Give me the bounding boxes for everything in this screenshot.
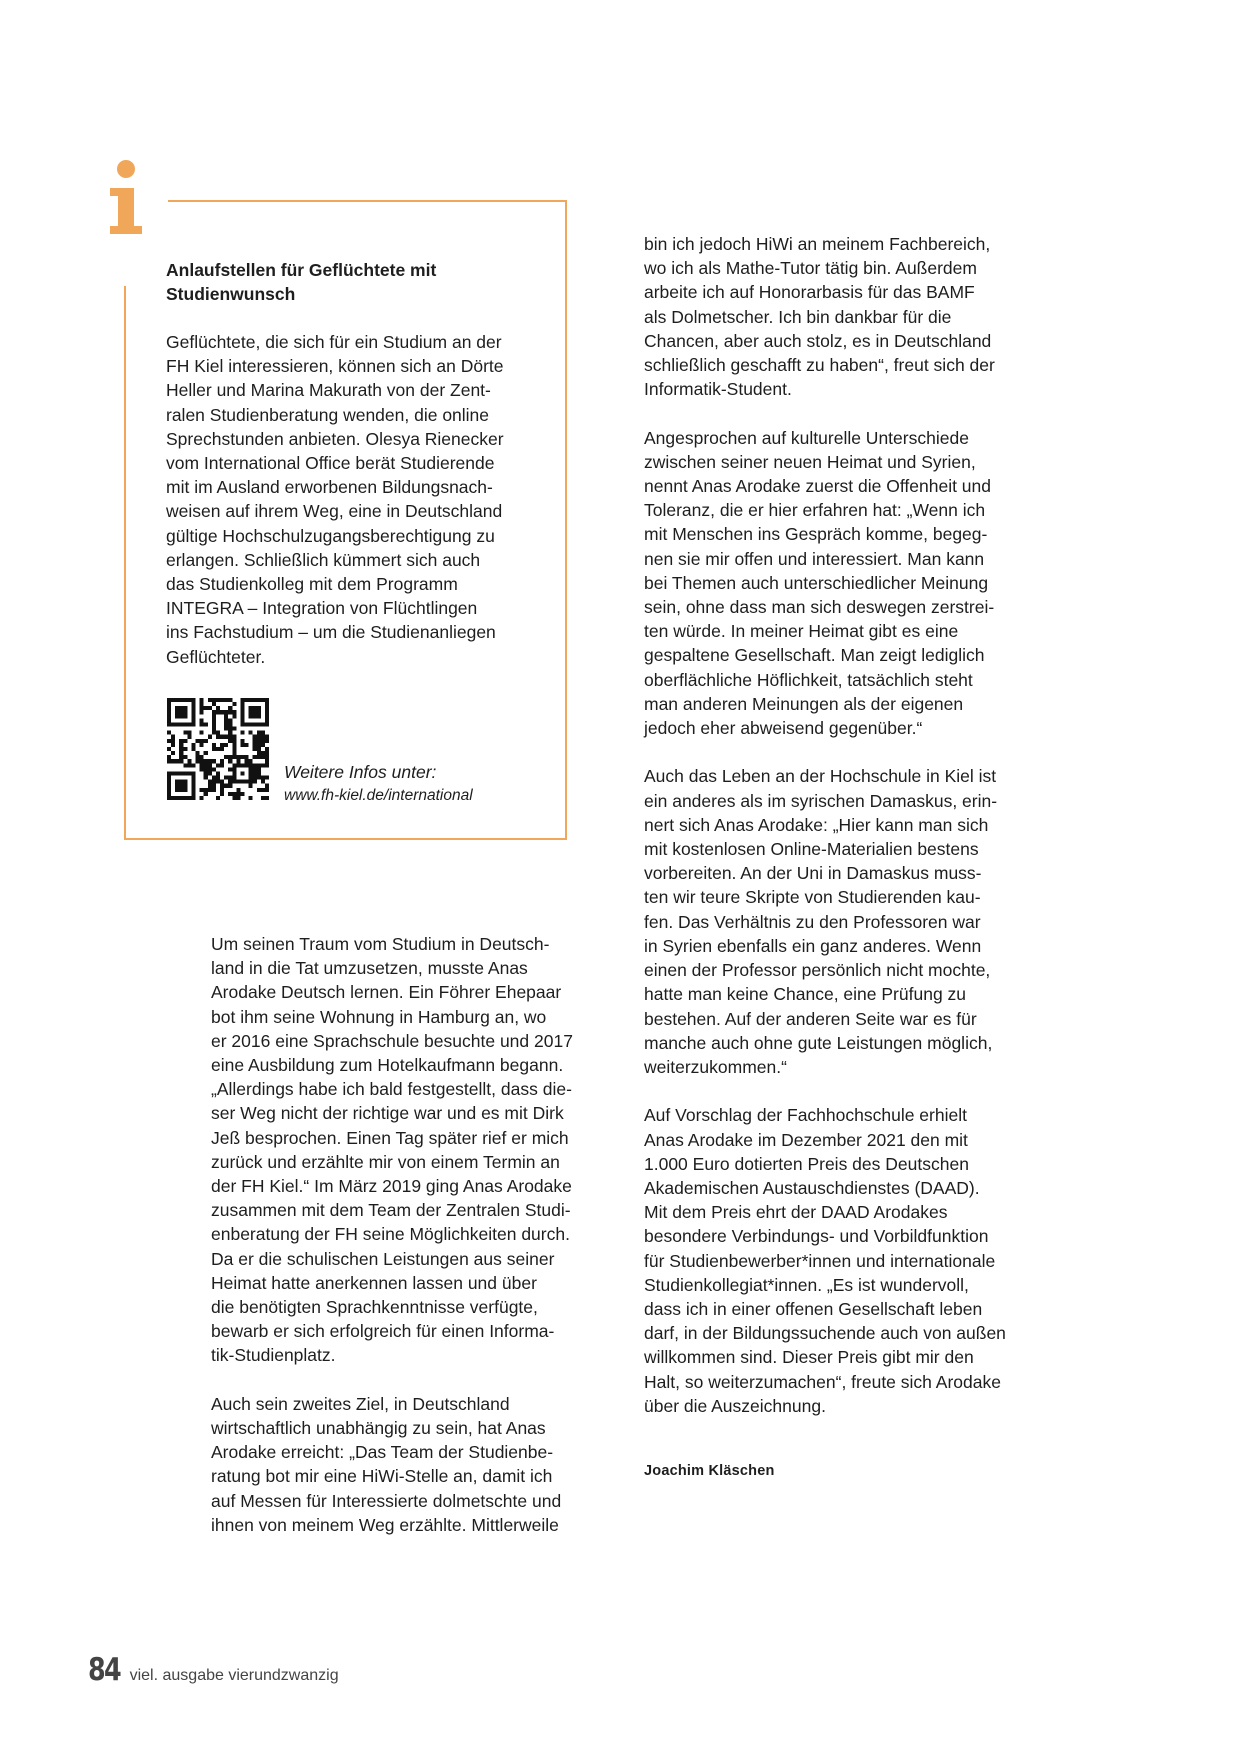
info-box-border-bottom bbox=[124, 838, 567, 840]
publication-name: viel. ausgabe vierundzwanzig bbox=[129, 1667, 339, 1684]
article-column-2: bin ich jedoch HiWi an meinem Fachbereich, wo ich als Mathe-Tutor tätig bin. Außerdem arbeite ich auf Honorarbasis für das BAMF als Dolmetscher. Ich bin dankbar für die Chancen, aber auch stolz, es in Deutschland schließlich geschafft zu haben“, freut sich der Informatik-Student. Angesprochen auf kulturelle Unterschiede zwischen seiner neuen Heimat und Syrien, nennt Anas Arodake zuerst die Offenheit und Toleranz, die er hier erfahren hat: „Wenn ich mit Menschen ins Gespräch komme, begeg- nen sie mir offen und interessiert. Man kann bei Themen auch unterschiedlicher Meinung sein, ohne dass man sich deswegen zerstrei- ten würde. In meiner Heimat gibt es eine gespaltene Gesellschaft. Man zeigt lediglich oberflächliche Höflichkeit, tatsächlich steht man anderen Meinungen als der eigenen jedoch eher abweisend gegenüber.“ Auch das Leben an der Hochschule in Kiel ist ein anderes als im syrischen Damaskus, erin- nert sich Anas Arodake: „Hier kann man sich mit kostenlosen Online-Materialien bestens vorbereiten. An der Uni in Damaskus muss- ten wir teure Skripte von Studierenden kau- fen. Das Verhältnis zu den Professoren war in Syrien ebenfalls ein ganz anderes. Wenn einen der Professor persönlich nicht mochte, hatte man keine Chance, eine Prüfung zu bestehen. Auf der anderen Seite war es für manche auch ohne gute Leistungen möglich, weiterzukommen.“ Auf Vorschlag der Fachhochschule erhielt Anas Arodake im Dezember 2021 den mit 1.000 Euro dotierten Preis des Deutschen Akademischen Austauschdienstes (DAAD). Mit dem Preis ehrt der DAAD Arodakes besondere Verbindungs- und Vorbildfunktion für Studienbewerber*innen und internationale Studienkollegiat*innen. „Es ist wundervoll, dass ich in einer offenen Gesellschaft leben darf, in der Bildungssuchende auch von außen willkommen sind. Dieser Preis gibt mir den Halt, so weiterzumachen“, freute sich Arodake über die Auszeichnung. bbox=[644, 234, 1006, 1416]
qr-code-icon[interactable] bbox=[167, 698, 269, 800]
info-url-link[interactable]: www.fh-kiel.de/international bbox=[284, 787, 473, 804]
info-box-body: Geflüchtete, die sich für ein Studium an der FH Kiel interessieren, können sich an Dörte Heller und Marina Makurath von der Zent- ralen Studienberatung wenden, die online Sprechstunden anbieten. Olesya Rienecker vom International Office berät Studierende mit im Ausland erworbenen Bildungsnach- weisen auf ihrem Weg, eine in Deutschland gültige Hochschulzugangsberechtigung zu erlangen. Schließlich kümmert sich auch das Studienkolleg mit dem Programm INTEGRA – Integration von Flüchtlingen ins Fachstudium – um die Studienanliegen Geflüchteter. bbox=[166, 332, 504, 667]
info-box-border-left bbox=[124, 286, 126, 840]
page-number: 84 bbox=[88, 1652, 121, 1688]
author-name: Joachim Kläschen bbox=[644, 1463, 775, 1479]
info-box-border-right bbox=[565, 200, 567, 840]
info-box-border-top bbox=[168, 200, 566, 202]
info-icon bbox=[108, 160, 144, 240]
page-footer bbox=[88, 1652, 339, 1688]
info-box-title: Anlaufstellen für Geflüchtete mit Studienwunsch bbox=[166, 260, 437, 304]
info-label: Weitere Infos unter: bbox=[284, 762, 437, 782]
article-column-1: Um seinen Traum vom Studium in Deutsch- land in die Tat umzusetzen, musste Anas Arodake Deutsch lernen. Ein Föhrer Ehepaar bot ihm seine Wohnung in Hamburg an, wo er 2016 eine Sprachschule besuchte und 2017 eine Ausbildung zum Hotelkaufmann begann. „Allerdings habe ich bald festgestellt, dass die- ser Weg nicht der richtige war und es mit Dirk Jeß besprochen. Einen Tag später rief er mich zurück und erzählte mir von einem Termin an der FH Kiel.“ Im März 2019 ging Anas Arodake zusammen mit dem Team der Zentralen Studi- enberatung der FH seine Möglichkeiten durch. Da er die schulischen Leistungen aus seiner Heimat hatte anerkennen lassen und über die benötigten Sprachkenntnisse verfügte, bewarb er sich erfolgreich für einen Informa- tik-Studienplatz. Auch sein zweites Ziel, in Deutschland wirtschaftlich unabhängig zu sein, hat Anas Arodake erreicht: „Das Team der Studienbe- ratung bot mir eine HiWi-Stelle an, damit ich auf Messen für Interessierte dolmetschte und ihnen von meinem Weg erzählte. Mittlerweile bbox=[211, 934, 573, 1535]
